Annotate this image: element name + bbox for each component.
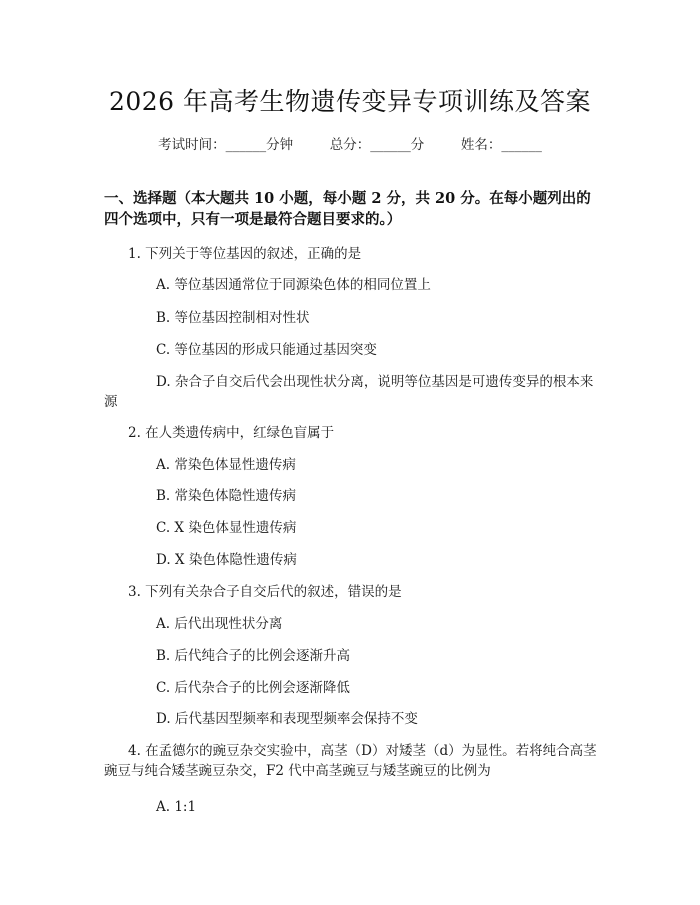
question-stem: 1. 下列关于等位基因的叙述，正确的是 (128, 246, 362, 262)
question-option: D. X 染色体隐性遗传病 (156, 552, 297, 568)
question-option: C. 等位基因的形成只能通过基因突变 (156, 342, 377, 358)
question-option: C. 后代杂合子的比例会逐渐降低 (156, 680, 350, 696)
question-option: D. 杂合子自交后代会出现性状分离，说明等位基因是可遗传变异的根本来源 (104, 374, 594, 410)
question-option: B. 常染色体隐性遗传病 (156, 488, 297, 504)
total-score-field: 总分：______分 (329, 137, 425, 153)
document-title: 2026 年高考生物遗传变异专项训练及答案 (108, 87, 592, 116)
question-option: A. 后代出现性状分离 (156, 616, 283, 632)
question-option: D. 后代基因型频率和表现型频率会保持不变 (156, 711, 418, 727)
question-option: A. 等位基因通常位于同源染色体的相同位置上 (156, 277, 431, 293)
section-header: 一、选择题（本大题共 10 小题，每小题 2 分，共 20 分。在每小题列出的四个选项中，只有一项是最符合题目要求的。） (104, 190, 591, 228)
student-name-field: 姓名：______ (460, 137, 542, 153)
question-stem: 2. 在人类遗传病中，红绿色盲属于 (128, 425, 335, 441)
exam-info-line (0, 133, 700, 153)
question-option: A. 常染色体显性遗传病 (156, 457, 296, 473)
question-option: B. 等位基因控制相对性状 (156, 310, 310, 326)
question-stem: 4. 在孟德尔的豌豆杂交实验中，高茎（D）对矮茎（d）为显性。若将纯合高茎豌豆与纯合矮茎豌豆杂交，F2 代中高茎豌豆与矮茎豌豆的比例为 (104, 743, 597, 779)
exam-time-field: 考试时间：______分钟 (158, 137, 294, 153)
question-stem: 3. 下列有关杂合子自交后代的叙述，错误的是 (128, 584, 402, 600)
question-option: A. 1:1 (156, 799, 197, 815)
question-option: B. 后代纯合子的比例会逐渐升高 (156, 648, 351, 664)
question-option: C. X 染色体显性遗传病 (156, 520, 297, 536)
